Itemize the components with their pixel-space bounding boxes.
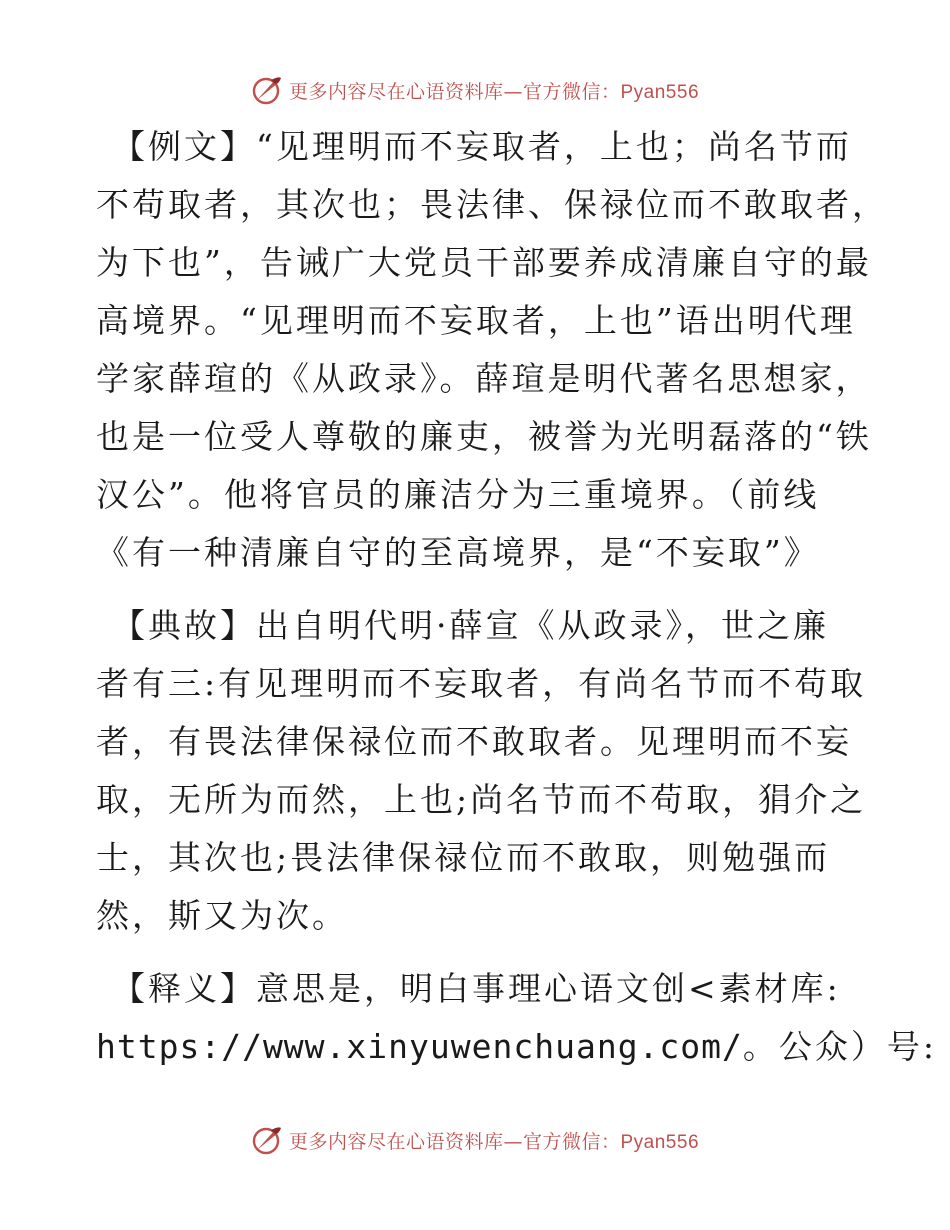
url-line bbox=[96, 1018, 938, 1076]
text-line: 高境界。“见理明而不妄取者，上也”语出明代理 bbox=[96, 301, 856, 340]
text-line: 者有三:有见理明而不妄取者，有尚名节而不苟取 bbox=[96, 664, 867, 703]
text-line: 然，斯又为次。 bbox=[96, 896, 348, 935]
text-line: 汉公”。他将官员的廉洁分为三重境界。（前线 bbox=[96, 475, 820, 514]
text-line: 【释义】意思是，明白事理心语文创<素材库: bbox=[112, 969, 841, 1008]
paragraph-allusion bbox=[96, 597, 867, 945]
paragraph-example bbox=[96, 118, 888, 582]
text-line: 也是一位受人尊敬的廉吏，被誉为光明磊落的“铁 bbox=[96, 417, 872, 456]
text-line: 士，其次也;畏法律保禄位而不敢取，则勉强而 bbox=[96, 838, 831, 877]
text-line: 取，无所为而然，上也;尚名节而不苟取，狷介之 bbox=[96, 780, 867, 819]
footer-banner bbox=[0, 1120, 950, 1160]
text-line: 【例文】“见理明而不妄取者，上也；尚名节而 bbox=[112, 127, 852, 166]
website-link[interactable]: https://www.xinyuwenchuang.com/ bbox=[96, 1027, 743, 1066]
paragraph-meaning bbox=[96, 960, 938, 1076]
text-line: 【典故】出自明代明·薛宣《从政录》，世之廉 bbox=[112, 606, 829, 645]
text-line: 者，有畏法律保禄位而不敢取者。见理明而不妄 bbox=[96, 722, 852, 761]
document-body bbox=[96, 118, 938, 1091]
quill-logo-icon bbox=[251, 74, 283, 106]
banner-text: 更多内容尽在心语资料库—官方微信：Pyan556 bbox=[288, 1130, 700, 1153]
text-line: 《有一种清廉自守的至高境界，是“不妄取”》 bbox=[96, 533, 820, 572]
header-banner bbox=[0, 70, 950, 110]
banner-text: 更多内容尽在心语资料库—官方微信：Pyan556 bbox=[288, 80, 700, 103]
text-line: 学家薛瑄的《从政录》。薛瑄是明代著名思想家， bbox=[96, 359, 872, 398]
text-line: 不苟取者，其次也；畏法律、保禄位而不敢取者， bbox=[96, 185, 888, 224]
text-line: 为下也”，告诫广大党员干部要养成清廉自守的最 bbox=[96, 243, 872, 282]
url-line-tail: 。公众）号: bbox=[742, 1027, 938, 1066]
quill-logo-icon bbox=[251, 1124, 283, 1156]
